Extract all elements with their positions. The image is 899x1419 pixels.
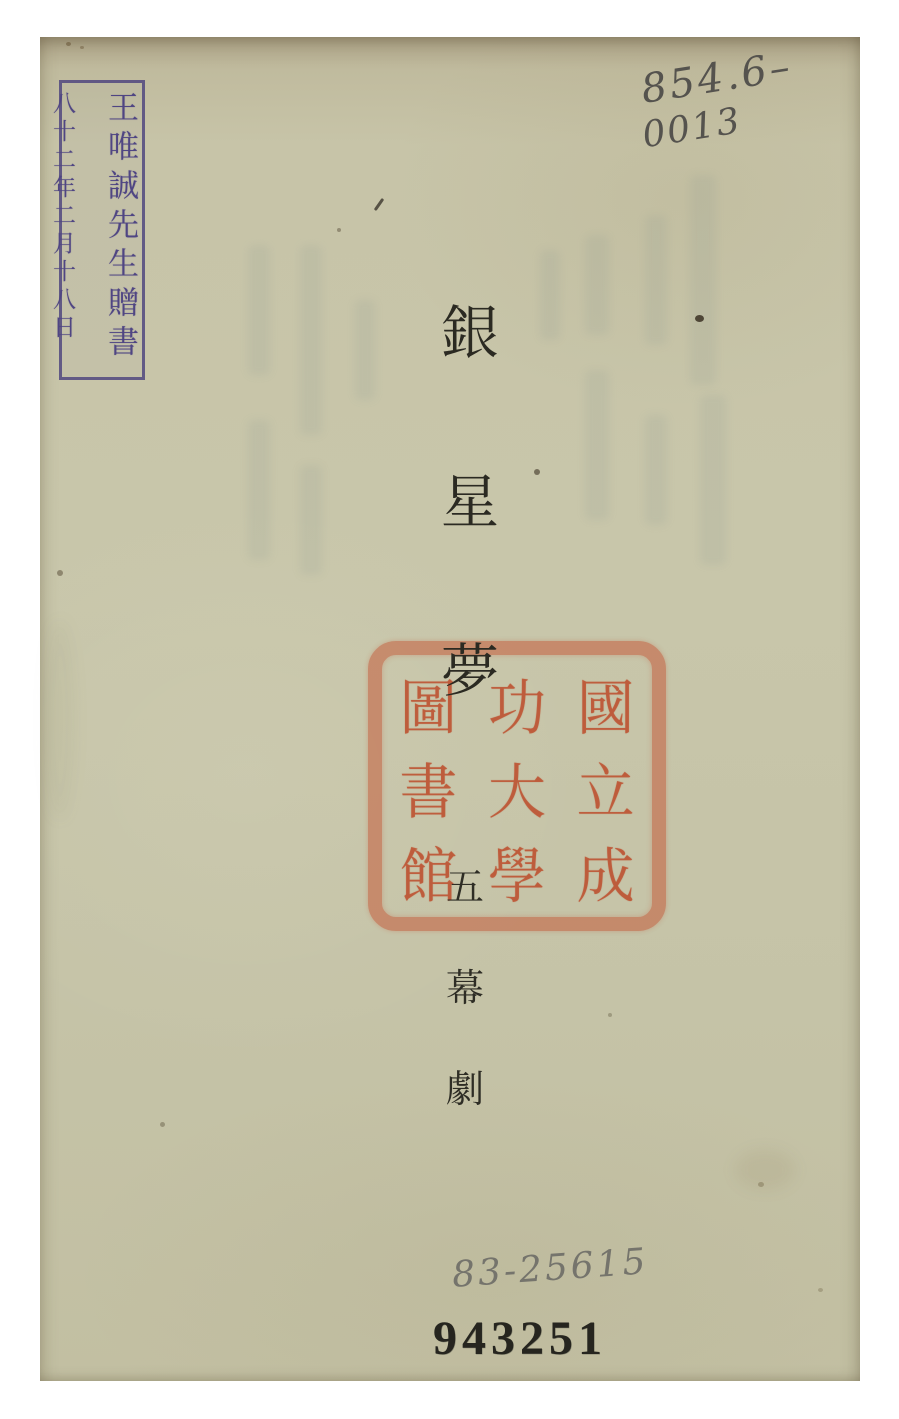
donation-stamp-text: 王唯誠先生贈書 bbox=[103, 91, 138, 364]
bleedthrough-ghost bbox=[585, 370, 609, 520]
subtitle-character: 五 bbox=[445, 867, 484, 909]
foxing-spot bbox=[818, 1288, 823, 1292]
foxing-spot bbox=[695, 315, 704, 322]
donation-stamp-date: 八十二年二月十八日 bbox=[50, 91, 75, 343]
seal-character: 功 bbox=[487, 674, 546, 743]
bleedthrough-ghost bbox=[690, 175, 716, 385]
seal-character: 書 bbox=[399, 758, 458, 827]
subtitle-character: 幕 bbox=[445, 968, 484, 1010]
stamped-accession-number: 943251 bbox=[433, 1312, 607, 1365]
bleedthrough-ghost bbox=[645, 215, 667, 345]
seal-character: 立 bbox=[576, 758, 635, 827]
bleedthrough-ghost bbox=[300, 245, 322, 435]
seal-character: 國 bbox=[576, 674, 635, 743]
book-title-page bbox=[40, 37, 860, 1381]
title-character: 夢 bbox=[440, 639, 499, 704]
foxing-spot bbox=[66, 42, 71, 46]
foxing-spot bbox=[608, 1013, 612, 1017]
foxing-spot bbox=[534, 469, 540, 475]
seal-character: 圖 bbox=[399, 674, 458, 743]
title-character: 星 bbox=[440, 470, 499, 535]
call-number-line2: 0013 bbox=[639, 100, 745, 157]
bleedthrough-ghost bbox=[700, 395, 726, 565]
bleedthrough-ghost bbox=[585, 235, 609, 335]
bleedthrough-ghost bbox=[355, 300, 375, 400]
foxing-spot bbox=[57, 570, 63, 576]
bleedthrough-ghost bbox=[540, 250, 560, 340]
foxing-spot bbox=[337, 228, 341, 232]
subtitle-act-count bbox=[444, 856, 486, 1113]
seal-character: 成 bbox=[576, 842, 635, 911]
seal-character: 學 bbox=[487, 842, 546, 911]
age-smudge bbox=[735, 1150, 795, 1190]
library-seal-characters bbox=[382, 655, 652, 917]
pencil-call-number bbox=[638, 44, 803, 156]
pencil-accession-number: 83-25615 bbox=[450, 1241, 650, 1296]
call-number-line1: 854.6– bbox=[637, 43, 796, 113]
library-seal bbox=[368, 641, 666, 931]
bleedthrough-ghost bbox=[248, 420, 270, 560]
title-character: 銀 bbox=[440, 301, 499, 366]
foxing-spot bbox=[160, 1122, 165, 1127]
foxing-spot bbox=[80, 46, 84, 49]
foxing-spot bbox=[758, 1182, 764, 1187]
donation-stamp bbox=[50, 80, 145, 380]
bleedthrough-ghost bbox=[645, 415, 667, 525]
age-smudge bbox=[45, 620, 75, 820]
subtitle-character: 劇 bbox=[445, 1069, 484, 1111]
seal-character: 大 bbox=[487, 758, 546, 827]
book-title bbox=[437, 286, 503, 708]
seal-character: 館 bbox=[399, 842, 458, 911]
bleedthrough-ghost bbox=[300, 465, 322, 575]
bleedthrough-ghost bbox=[248, 245, 270, 375]
paper-fiber bbox=[374, 198, 384, 211]
